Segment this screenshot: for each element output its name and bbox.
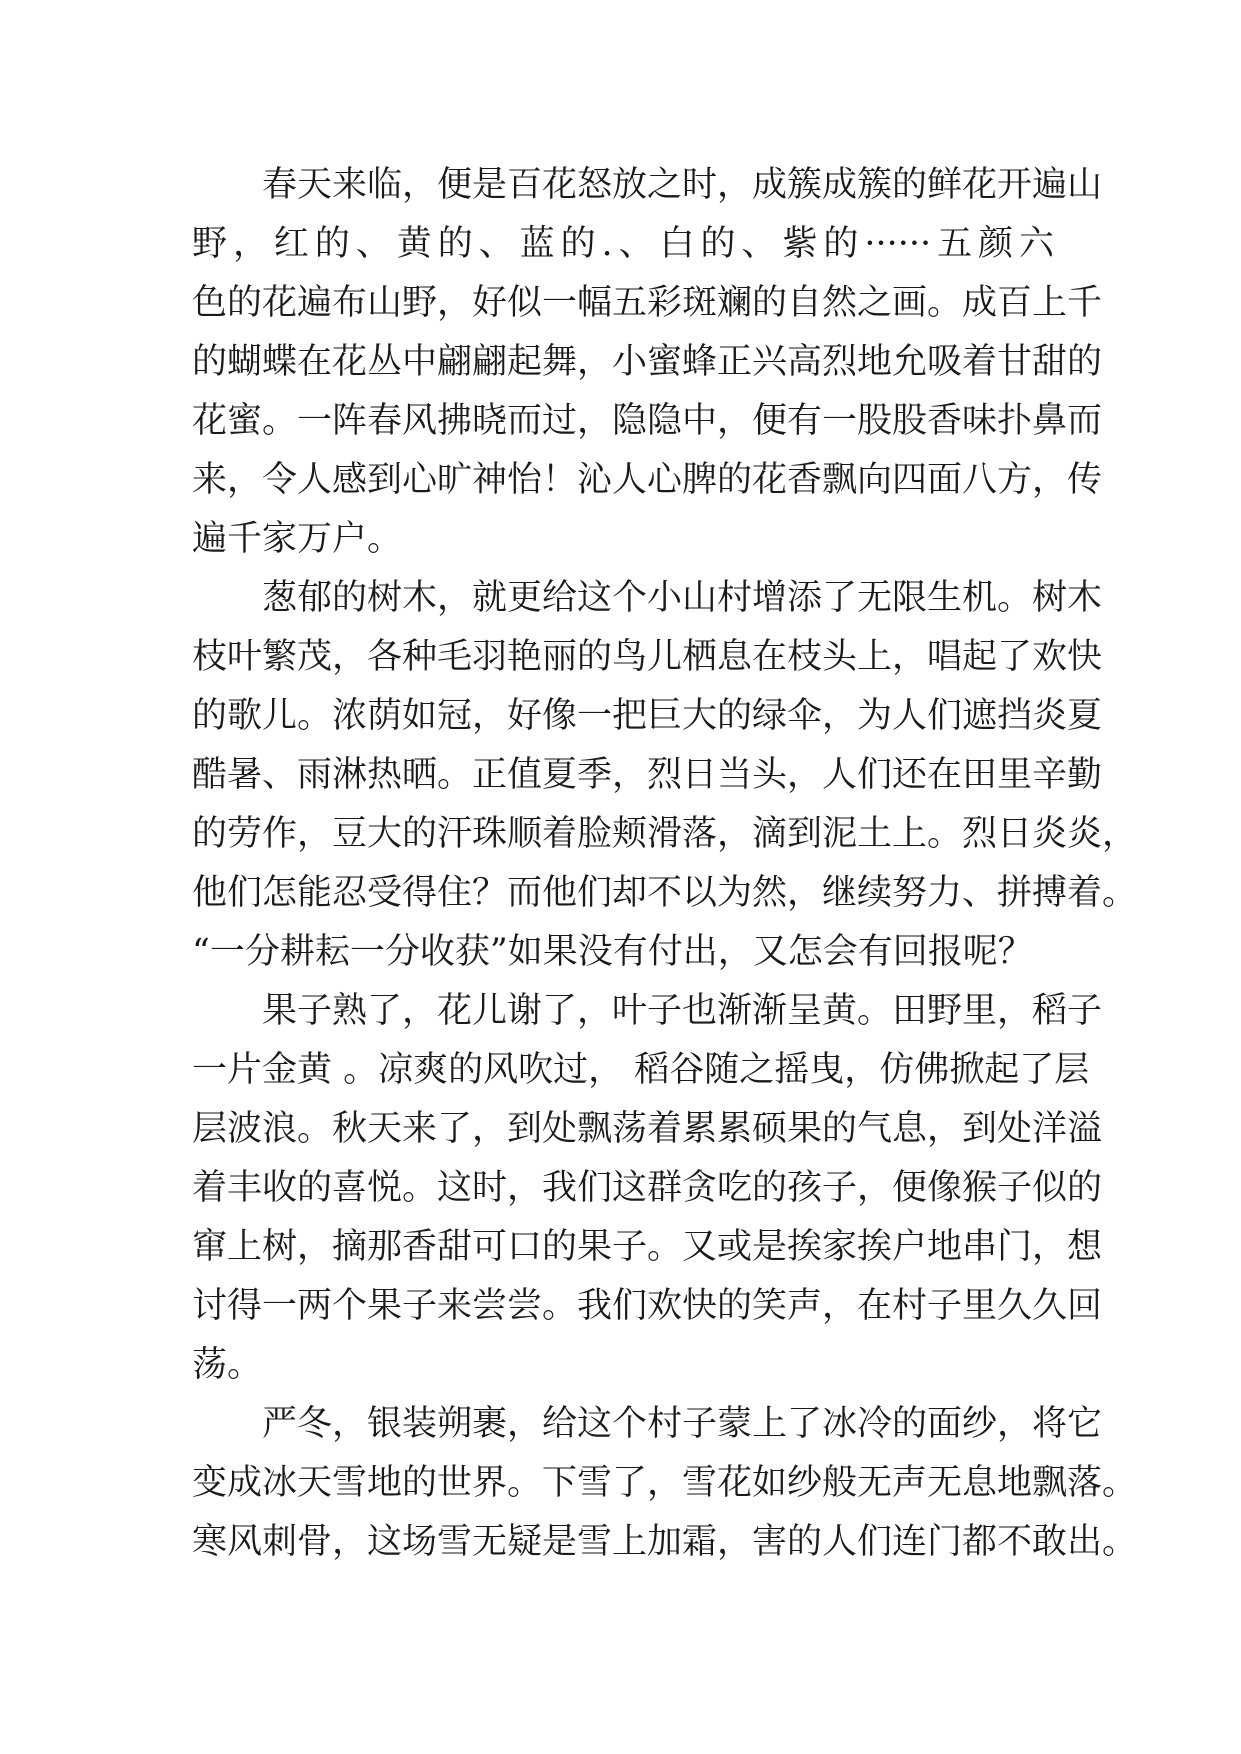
document-body xyxy=(192,156,1138,1572)
text-line: 的蝴蝶在花丛中翩翩起舞，小蜜蜂正兴高烈地允吸着甘甜的 xyxy=(192,342,1103,382)
text-line: 着丰收的喜悦。这时，我们这群贪吃的孩子，便像猴子似的 xyxy=(192,1168,1103,1208)
text-line: 讨得一两个果子来尝尝。我们欢快的笑声，在村子里久久回 xyxy=(192,1286,1103,1326)
text-line: 葱郁的树木，就更给这个小山村增添了无限生机。树木 xyxy=(262,578,1103,618)
text-line: 荡。 xyxy=(192,1345,263,1385)
text-line: 严冬，银装朔裹，给这个村子蒙上了冰冷的面纱，将它 xyxy=(262,1404,1103,1444)
paragraph-winter xyxy=(192,1395,1138,1572)
text-line: 寒风刺骨，这场雪无疑是雪上加霜，害的人们连门都不敢出。 xyxy=(192,1522,1138,1562)
text-line: 他们怎能忍受得住？而他们却不以为然，继续努力、拼搏着。 xyxy=(192,873,1138,913)
text-line: 果子熟了，花儿谢了，叶子也渐渐呈黄。田野里，稻子 xyxy=(262,991,1103,1031)
text-line: 的劳作，豆大的汗珠顺着脸颊滑落，滴到泥土上。烈日炎炎， xyxy=(192,814,1138,854)
text-line: 花蜜。一阵春风拂晓而过，隐隐中，便有一股股香味扑鼻而 xyxy=(192,401,1103,441)
text-line: 色的花遍布山野，好似一幅五彩斑斓的自然之画。成百上千 xyxy=(192,283,1103,323)
text-line: 枝叶繁茂，各种毛羽艳丽的鸟儿栖息在枝头上，唱起了欢快 xyxy=(192,637,1103,677)
text-line: 窜上树，摘那香甜可口的果子。又或是挨家挨户地串门，想 xyxy=(192,1227,1103,1267)
text-line: 的歌儿。浓荫如冠，好像一把巨大的绿伞，为人们遮挡炎夏 xyxy=(192,696,1103,736)
text-line: 酷暑、雨淋热晒。正值夏季，烈日当头，人们还在田里辛勤 xyxy=(192,755,1103,795)
paragraph-autumn xyxy=(192,982,1103,1395)
text-line: 一片金黄 。凉爽的风吹过， 稻谷随之摇曳，仿佛掀起了层 xyxy=(192,1050,1090,1090)
text-line: 变成冰天雪地的世界。下雪了，雪花如纱般无声无息地飘落。 xyxy=(192,1463,1138,1503)
text-line: 野，红的、黄的、蓝的.、白的、紫的······五颜六 xyxy=(192,224,1054,264)
text-line: 春天来临，便是百花怒放之时，成簇成簇的鲜花开遍山 xyxy=(262,165,1103,205)
text-line: 来，令人感到心旷神怡！沁人心脾的花香飘向四面八方，传 xyxy=(192,460,1103,500)
text-line: 层波浪。秋天来了，到处飘荡着累累硕果的气息，到处洋溢 xyxy=(192,1109,1103,1149)
text-line: “一分耕耘一分收获”如果没有付出，又怎会有回报呢？ xyxy=(192,932,1033,972)
text-line: 遍千家万户。 xyxy=(192,519,403,559)
paragraph-summer xyxy=(192,569,1138,982)
paragraph-spring xyxy=(192,156,1103,569)
